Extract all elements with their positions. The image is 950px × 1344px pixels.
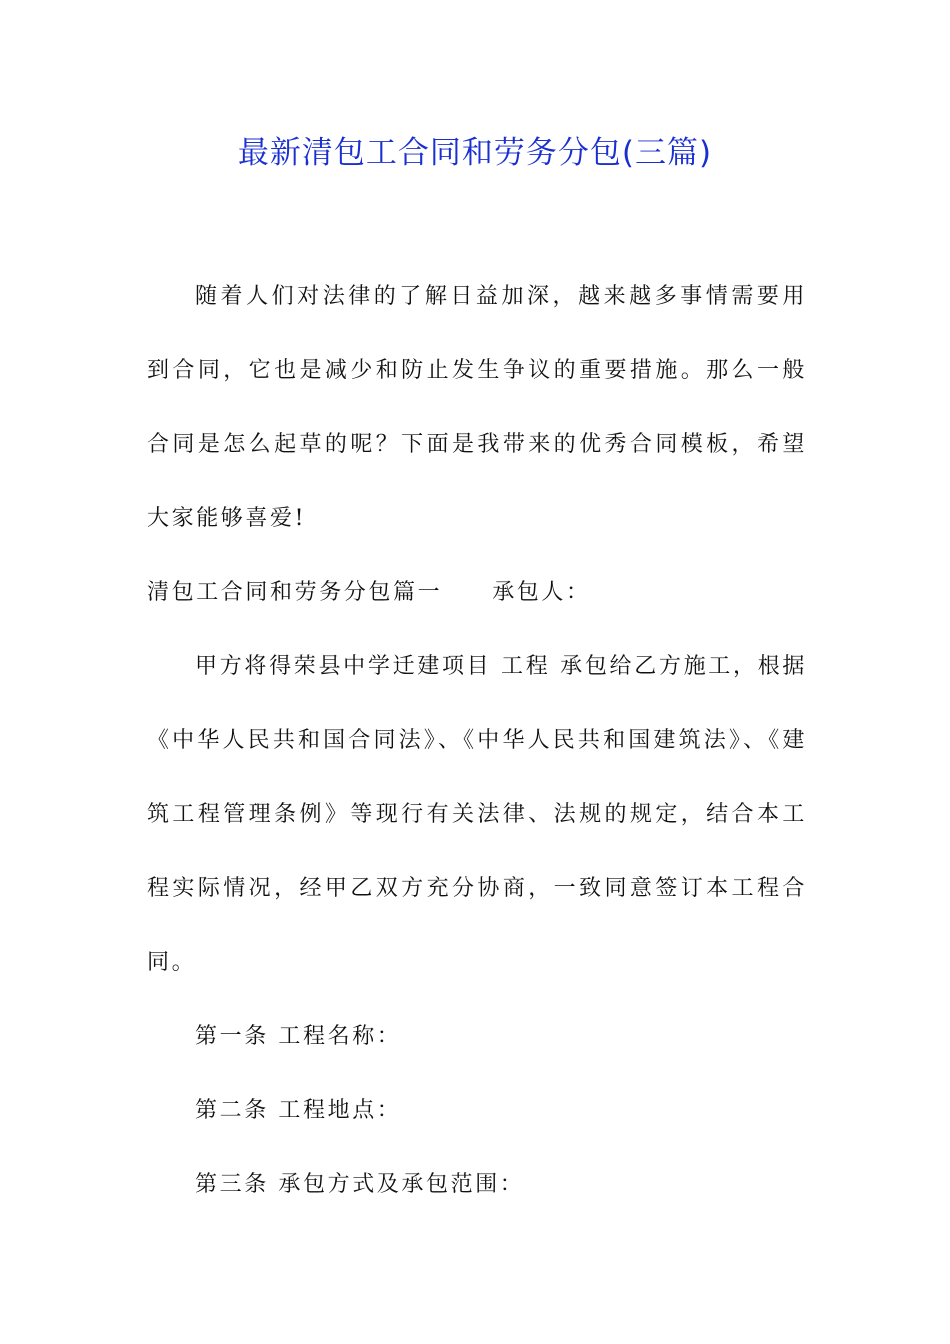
preamble-paragraph: 甲方将得荣县中学迁建项目 工程 承包给乙方施工，根据《中华人民共和国合同法》、《中华人民共和国建筑法》、《建筑工程管理条例》等现行有关法律、法规的规定，结合本工程实际情况，经甲乙双方充分协商，一致同意签订本工程合同。 [147, 654, 807, 975]
article-3: 第三条 承包方式及承包范围： [195, 1172, 525, 1197]
section-heading-line [147, 556, 807, 630]
section-heading: 清包工合同和劳务分包篇一 [147, 580, 443, 605]
document-title: 最新清包工合同和劳务分包(三篇) [237, 135, 713, 171]
article-2: 第二条 工程地点： [195, 1098, 402, 1123]
contractor-label: 承包人： [492, 580, 591, 605]
document-body [147, 260, 807, 1222]
intro-paragraph: 随着人们对法律的了解日益加深，越来越多事情需要用到合同，它也是减少和防止发生争议的重要措施。那么一般合同是怎么起草的呢？下面是我带来的优秀合同模板，希望大家能够喜爱! [147, 284, 807, 531]
article-1: 第一条 工程名称： [195, 1024, 402, 1049]
